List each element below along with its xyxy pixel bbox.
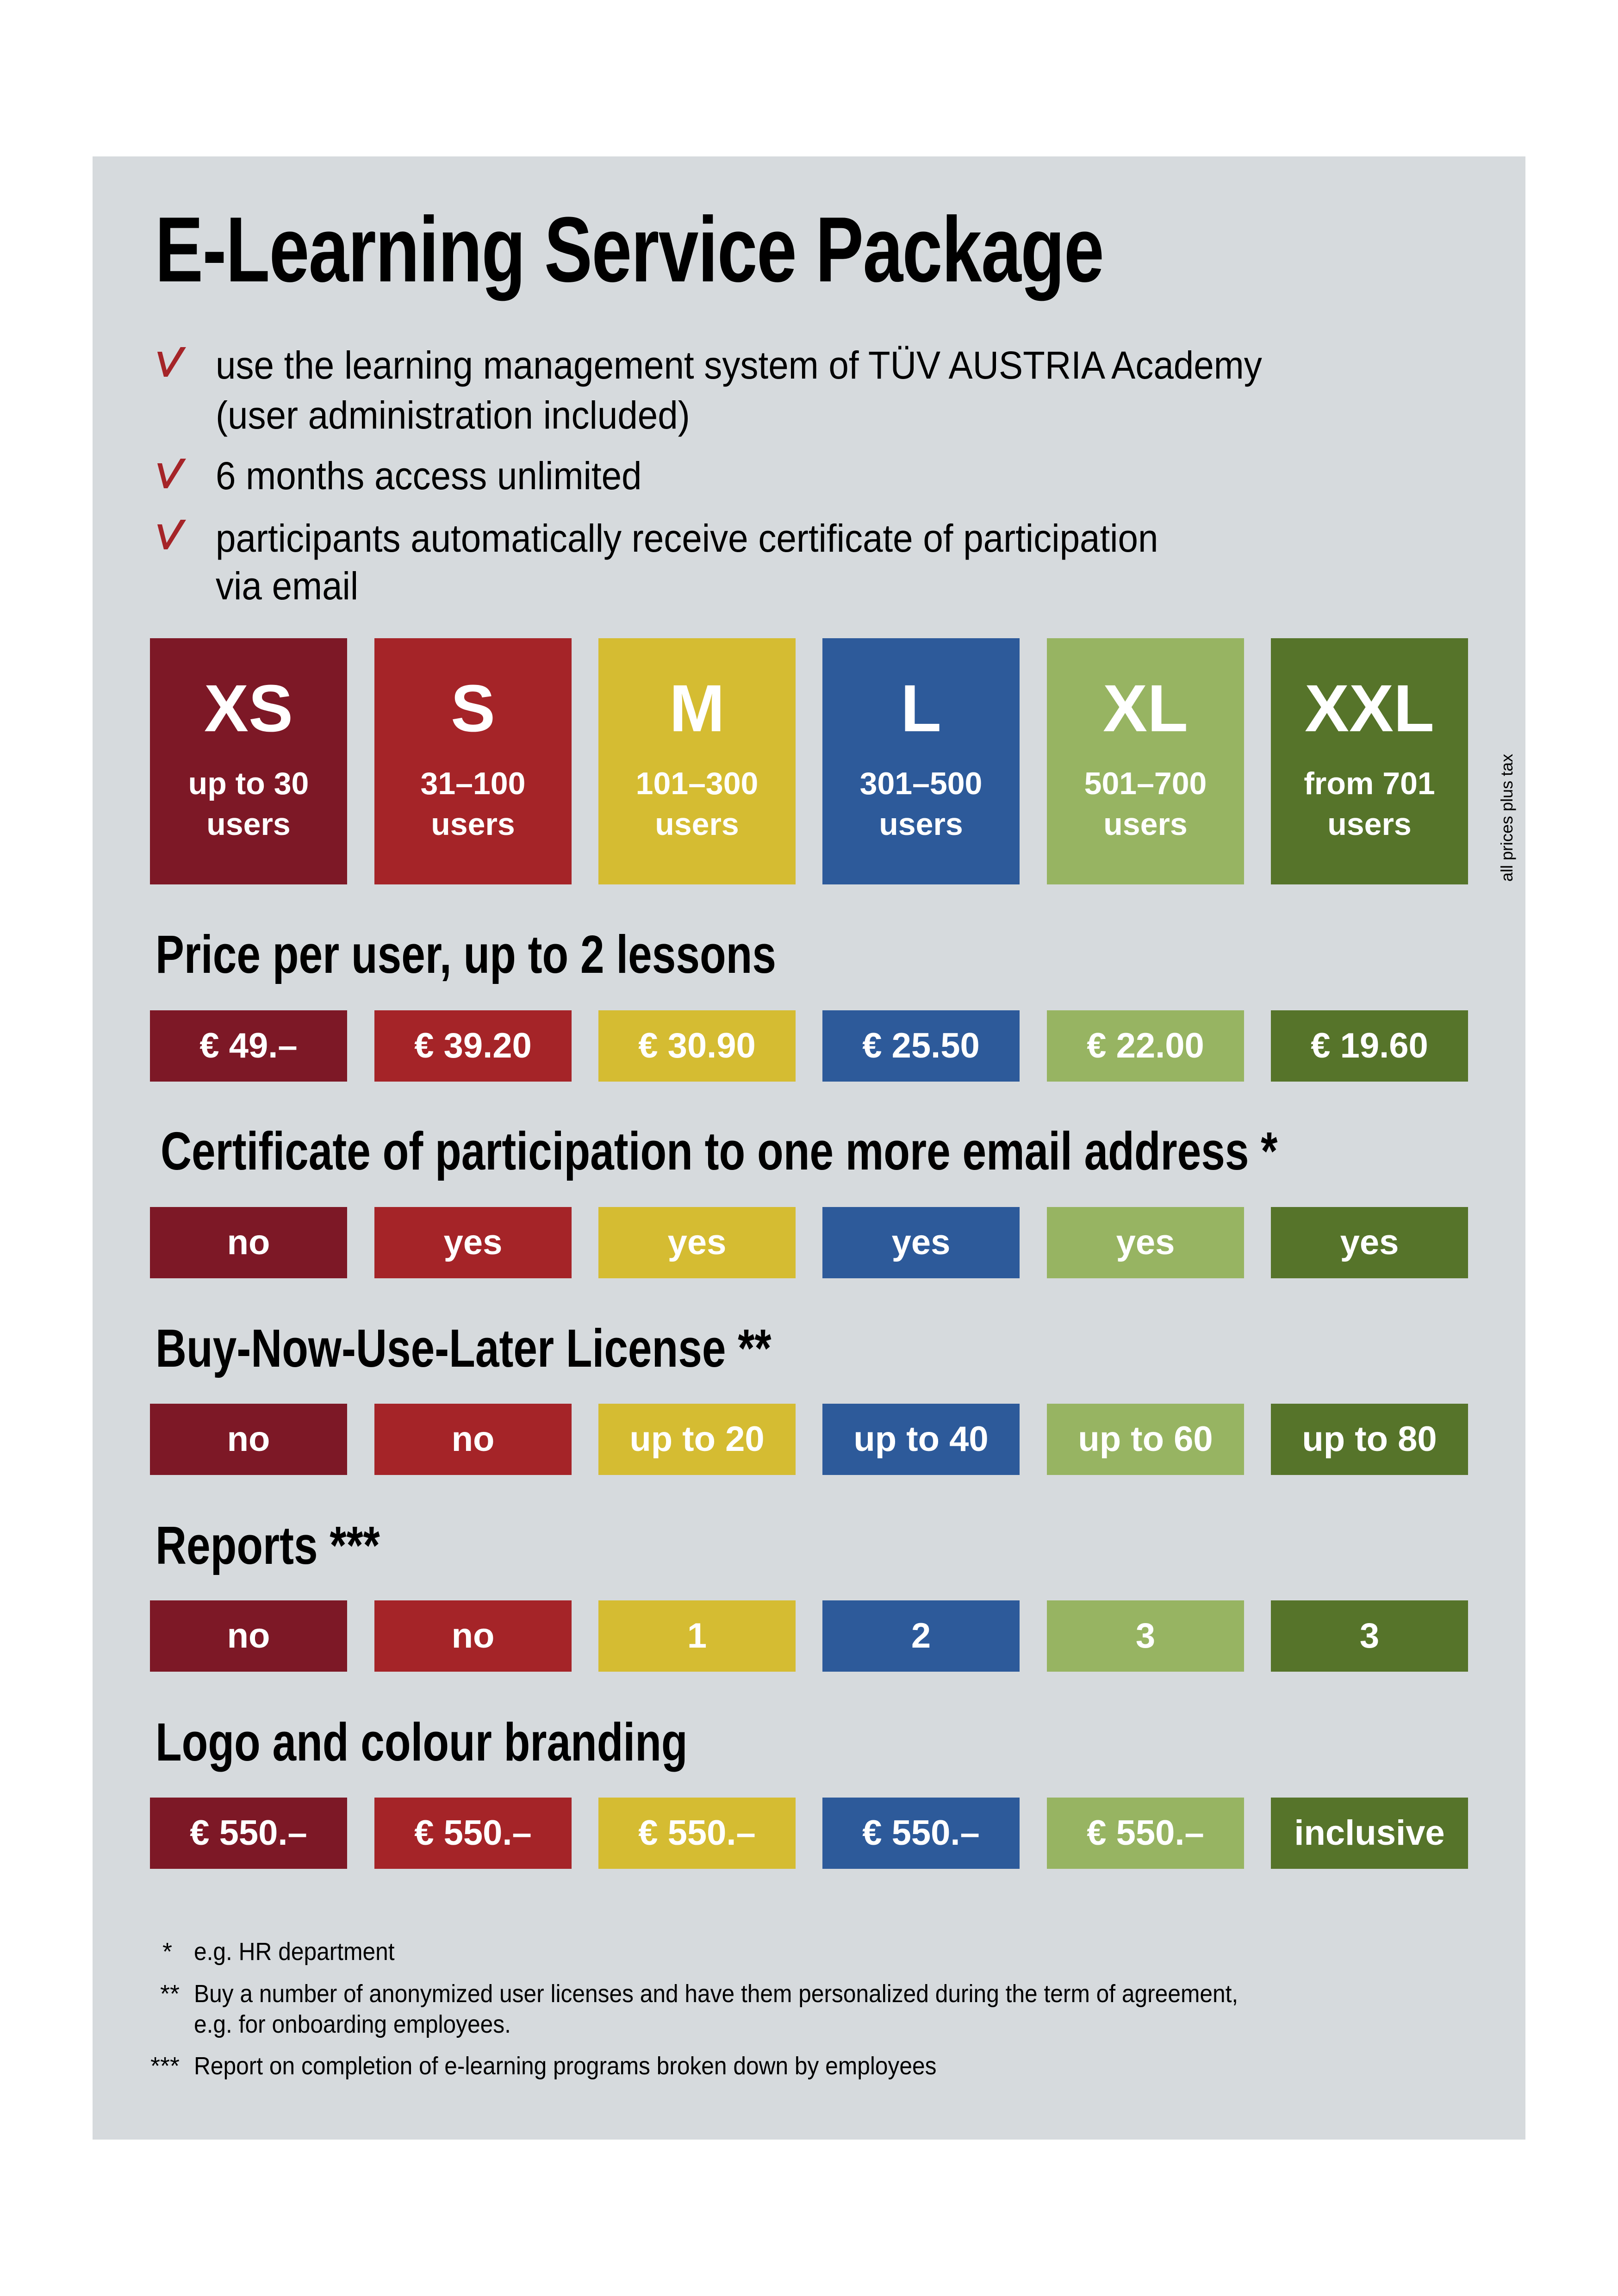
tier-range: 501–700 users [1084,766,1207,842]
reports-cell-xxl: 3 [1271,1600,1468,1672]
footnote-mark: *** [150,2052,180,2080]
certificate-cell-xxl: yes [1271,1207,1468,1278]
tier-range: 301–500 users [859,766,983,842]
feature-item-3-line-1: participants automatically receive certificate of participation [216,516,1158,560]
license-cell-xs: no [150,1404,347,1475]
tier-tile-xs [150,638,347,884]
feature-item-1-line-1: use the learning management system of TÜV AUSTRIA Academy [216,343,1262,387]
reports-cell-xs: no [150,1600,347,1672]
certificate-cell-l: yes [822,1207,1020,1278]
certificate-cell-m: yes [598,1207,796,1278]
price-cell-xs: € 49.– [150,1010,347,1082]
license-cell-xl: up to 60 [1047,1404,1244,1475]
section-heading-price: Price per user, up to 2 lessons [156,924,776,984]
feature-item-3-line-2: via email [216,564,359,608]
license-cell-s: no [374,1404,572,1475]
tier-size: XS [204,671,293,746]
footnote-mark: * [162,1938,172,1966]
tax-note: all prices plus tax [1497,753,1516,882]
tier-range: from 701 users [1304,766,1435,842]
certificate-cell-xs: no [150,1207,347,1278]
branding-cell-s: € 550.– [374,1798,572,1869]
tier-size: XL [1102,671,1188,746]
branding-cell-m: € 550.– [598,1798,796,1869]
license-cell-xxl: up to 80 [1271,1404,1468,1475]
license-cell-l: up to 40 [822,1404,1020,1475]
reports-cell-l: 2 [822,1600,1020,1672]
certificate-cell-xl: yes [1047,1207,1244,1278]
branding-cell-xl: € 550.– [1047,1798,1244,1869]
tier-tile-s [374,638,572,884]
tier-tile-xxl [1271,638,1468,884]
tier-tile-l [822,638,1020,884]
tier-size: S [450,671,496,746]
certificate-cell-s: yes [374,1207,572,1278]
license-cell-m: up to 20 [598,1404,796,1475]
tier-size: L [901,671,941,746]
branding-cell-xxl: inclusive [1271,1798,1468,1869]
price-cell-xxl: € 19.60 [1271,1010,1468,1082]
price-cell-l: € 25.50 [822,1010,1020,1082]
tier-size: XXL [1304,671,1435,746]
footnote-text: Report on completion of e-learning programs broken down by employees [194,2052,937,2080]
section-heading-reports: Reports *** [156,1515,380,1575]
check-icon [157,520,186,549]
section-heading-branding: Logo and colour branding [156,1712,688,1772]
tier-range: 101–300 users [635,766,759,842]
reports-cell-xl: 3 [1047,1600,1244,1672]
tier-range: 31–100 users [420,766,526,842]
reports-cell-m: 1 [598,1600,796,1672]
reports-cell-s: no [374,1600,572,1672]
branding-cell-l: € 550.– [822,1798,1020,1869]
check-icon [157,347,186,377]
section-heading-license: Buy-Now-Use-Later License ** [156,1318,772,1378]
feature-item-1-line-2: (user administration included) [216,393,690,437]
footnote-text: Buy a number of anonymized user licenses and have them personalized during the term of agreement, [194,1980,1238,2008]
footnote-text: e.g. for onboarding employees. [194,2010,511,2038]
tier-size: M [669,671,725,746]
section-heading-certificate: Certificate of participation to one more email address * [161,1121,1278,1181]
price-cell-m: € 30.90 [598,1010,796,1082]
feature-item-2: 6 months access unlimited [216,454,642,498]
branding-cell-xs: € 550.– [150,1798,347,1869]
footnote-text: e.g. HR department [194,1938,395,1966]
check-icon [157,459,186,488]
tier-tile-xl [1047,638,1244,884]
tier-tile-m [598,638,796,884]
footnote-mark: ** [160,1980,180,2008]
price-cell-xl: € 22.00 [1047,1010,1244,1082]
tier-range: up to 30 users [188,766,309,842]
price-cell-s: € 39.20 [374,1010,572,1082]
page-title: E-Learning Service Package [155,198,1104,301]
